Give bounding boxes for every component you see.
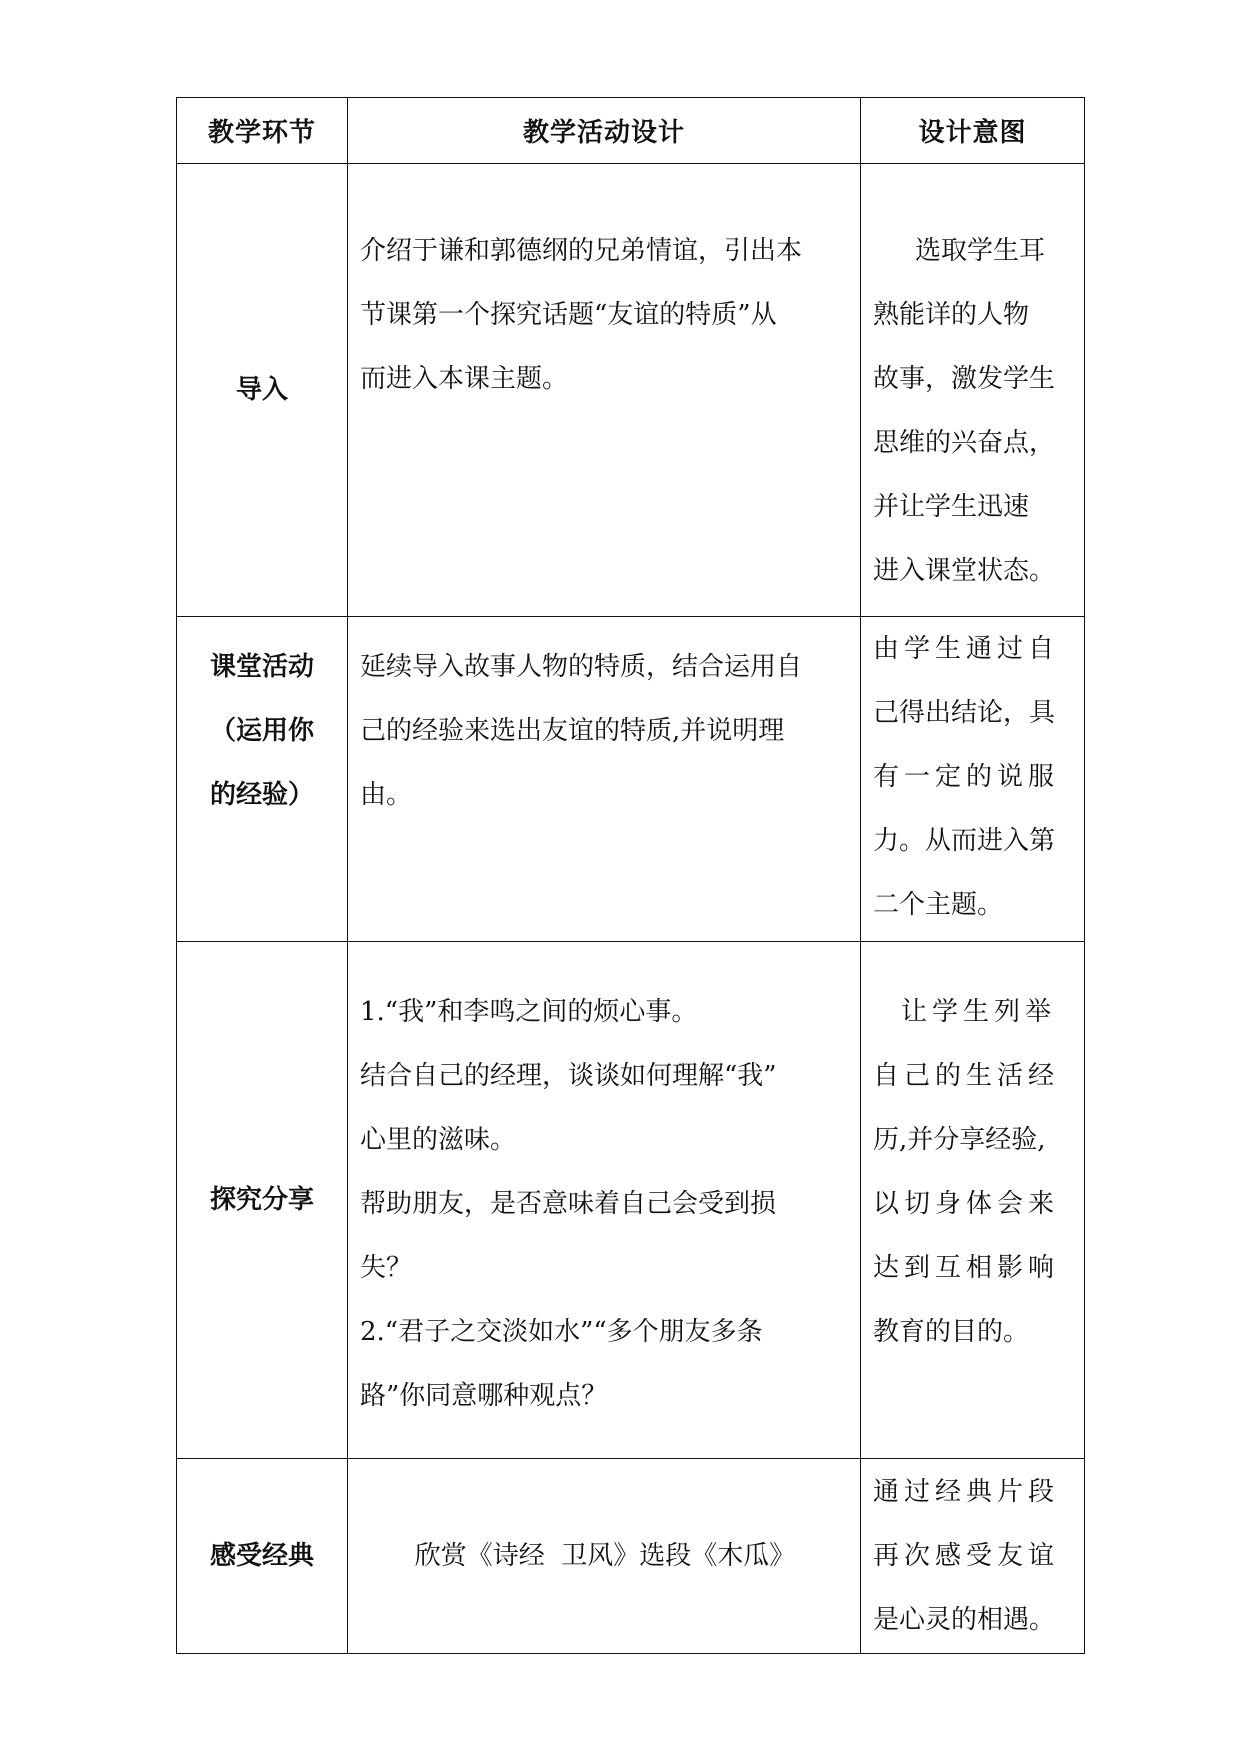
stage-text: （运用你 xyxy=(209,716,314,746)
intent-cell xyxy=(861,164,1085,617)
intent-line: 力。从而进入第 xyxy=(873,826,1056,856)
intent-line: 自己的生活经 xyxy=(873,1061,1060,1091)
intent-line: 是心灵的相遇。 xyxy=(873,1605,1056,1635)
intent-line: 以切身体会来 xyxy=(873,1189,1060,1219)
activity-line: 欣赏《诗经 卫风》选段《木瓜》 xyxy=(414,1541,796,1571)
intent-line: 进入课堂状态。 xyxy=(873,556,1056,586)
intent-line: 二个主题。 xyxy=(873,890,1004,920)
table-row xyxy=(177,617,1085,942)
intent-line: 并让学生迅速 xyxy=(873,492,1030,522)
activity-line: 节课第一个探究话题“友谊的特质”从 xyxy=(360,300,777,330)
table-header-row xyxy=(177,98,1085,164)
activity-cell xyxy=(348,617,861,942)
intent-cell xyxy=(861,942,1085,1459)
stage-text: 导入 xyxy=(235,375,288,405)
table-row xyxy=(177,1459,1085,1654)
header-activity-design: 教学活动设计 xyxy=(348,98,861,164)
intent-line: 有一定的说服 xyxy=(873,762,1060,792)
activity-line: 心里的滋味。 xyxy=(360,1125,517,1155)
intent-line: 再次感受友谊 xyxy=(873,1541,1060,1571)
stage-cell xyxy=(177,617,348,942)
activity-line: 路”你同意哪种观点？ xyxy=(360,1381,608,1411)
intent-line: 选取学生耳 xyxy=(915,236,1046,266)
intent-line: 历,并分享经验, xyxy=(873,1125,1046,1155)
activity-line: 己的经验来选出友谊的特质,并说明理 xyxy=(360,716,785,746)
intent-line: 熟能详的人物 xyxy=(873,300,1030,330)
stage-text: 探究分享 xyxy=(209,1185,314,1215)
intent-line: 故事，激发学生 xyxy=(873,364,1056,394)
intent-line: 由学生通过自 xyxy=(873,634,1060,664)
stage-text: 感受经典 xyxy=(209,1541,314,1571)
activity-line: 延续导入故事人物的特质，结合运用自 xyxy=(360,652,803,682)
stage-text: 课堂活动 xyxy=(209,652,314,682)
activity-line: 而进入本课主题。 xyxy=(360,364,569,394)
stage-cell xyxy=(177,164,348,617)
intent-cell xyxy=(861,1459,1085,1654)
header-teaching-stage: 教学环节 xyxy=(177,98,348,164)
stage-cell xyxy=(177,942,348,1459)
activity-line: 由。 xyxy=(360,780,413,810)
intent-line: 达到互相影响 xyxy=(873,1253,1060,1283)
header-design-intent: 设计意图 xyxy=(861,98,1085,164)
intent-line: 通过经典片段 xyxy=(873,1477,1060,1507)
activity-cell xyxy=(348,942,861,1459)
activity-line: 帮助朋友，是否意味着自己会受到损 xyxy=(360,1189,777,1219)
lesson-plan-table xyxy=(176,97,1085,1654)
stage-cell xyxy=(177,1459,348,1654)
activity-cell xyxy=(348,1459,861,1654)
table-row xyxy=(177,164,1085,617)
activity-line: 1.“我”和李鸣之间的烦心事。 xyxy=(360,997,698,1027)
stage-text: 的经验） xyxy=(209,780,314,810)
intent-line: 让学生列举 xyxy=(901,997,1057,1027)
activity-line: 2.“君子之交淡如水”“多个朋友多条 xyxy=(360,1317,763,1347)
intent-line: 思维的兴奋点， xyxy=(873,428,1056,458)
intent-line: 己得出结论，具 xyxy=(873,698,1056,728)
activity-cell xyxy=(348,164,861,617)
activity-line: 介绍于谦和郭德纲的兄弟情谊，引出本 xyxy=(360,236,803,266)
intent-line: 教育的目的。 xyxy=(873,1317,1030,1347)
activity-line: 失？ xyxy=(360,1253,413,1283)
intent-cell xyxy=(861,617,1085,942)
activity-line: 结合自己的经理，谈谈如何理解“我” xyxy=(360,1061,777,1091)
table-row xyxy=(177,942,1085,1459)
